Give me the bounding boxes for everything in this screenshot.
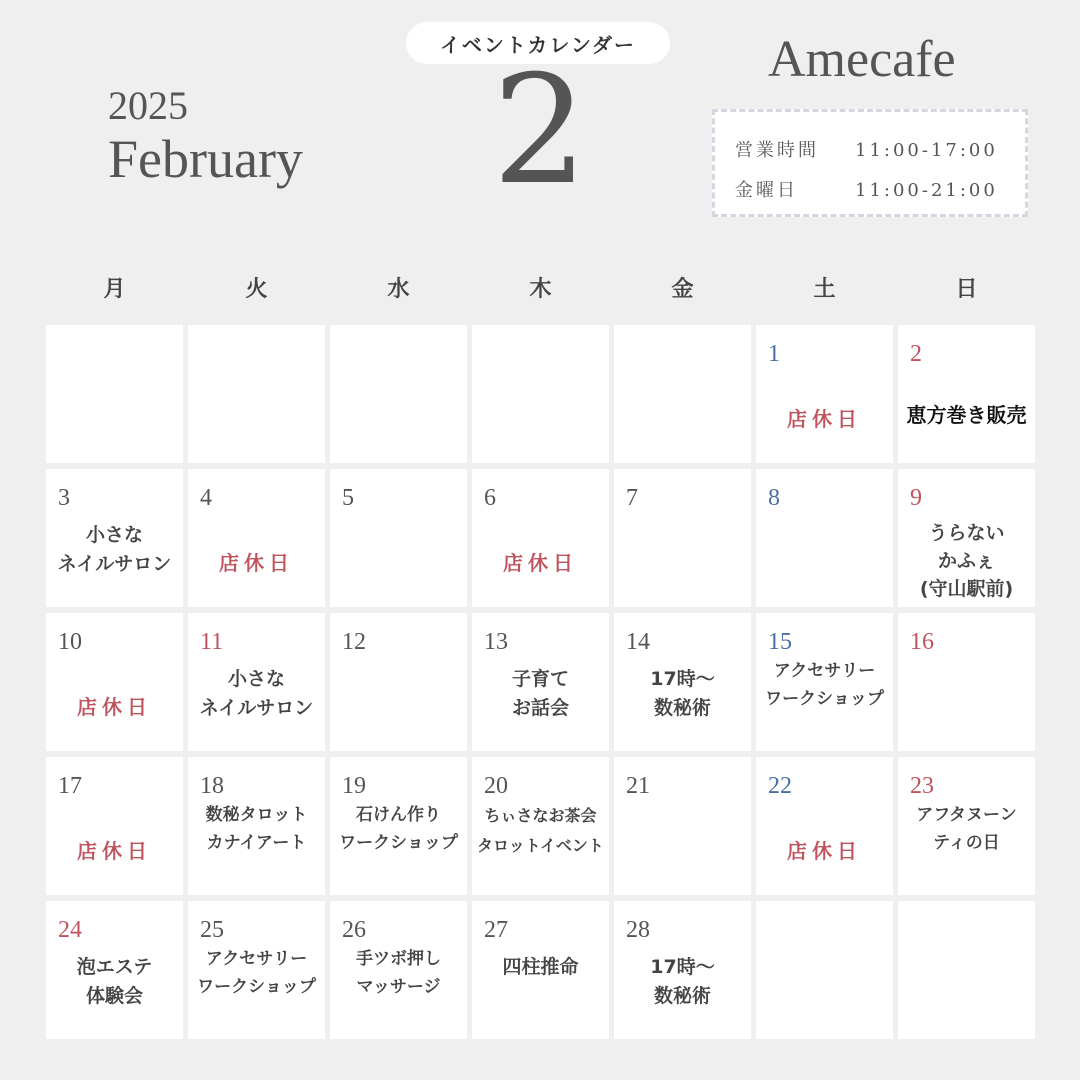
closed-day-label: 店休日	[503, 551, 578, 575]
day-cell	[472, 757, 609, 895]
weekday-label: 金	[671, 277, 694, 302]
closed-day-label: 店休日	[787, 839, 862, 863]
day-number: 4	[200, 485, 212, 511]
day-number: 26	[342, 917, 366, 943]
hours-label: 金曜日	[735, 180, 798, 201]
day-cell	[46, 469, 183, 607]
closed-day-label: 店休日	[77, 839, 152, 863]
day-number: 11	[200, 629, 224, 655]
day-cell	[472, 901, 609, 1039]
day-number: 24	[58, 917, 82, 943]
event-label: ちぃさなお茶会 タロットイベント	[477, 806, 604, 855]
day-number: 9	[910, 485, 922, 511]
event-label: 小さな ネイルサロン	[57, 524, 172, 575]
closed-day-label: 店休日	[77, 695, 152, 719]
event-label: 数秘タロット カナイアート	[205, 805, 308, 853]
day-number: 17	[58, 773, 82, 799]
day-number: 5	[342, 485, 354, 511]
day-number: 13	[484, 629, 508, 655]
event-label: アクセサリー ワークショップ	[765, 661, 884, 709]
month-name: February	[108, 129, 303, 189]
day-number: 25	[200, 917, 224, 943]
day-cell	[472, 613, 609, 751]
day-cell	[614, 901, 751, 1039]
weekday-label: 木	[529, 277, 552, 302]
day-cell	[614, 469, 751, 607]
day-number: 6	[484, 485, 496, 511]
hours-value: 11:00-17:00	[855, 140, 998, 161]
day-cell	[46, 757, 183, 895]
empty-day-cell	[614, 325, 751, 463]
closed-day-label: 店休日	[219, 551, 294, 575]
day-number: 28	[626, 917, 650, 943]
day-cell	[756, 325, 893, 463]
day-number: 12	[342, 629, 366, 655]
hours-label: 営業時間	[735, 140, 819, 161]
empty-day-cell	[898, 901, 1035, 1039]
event-label: 子育て お話会	[511, 668, 569, 719]
day-number: 18	[200, 773, 224, 799]
closed-day-label: 店休日	[787, 407, 862, 431]
day-cell	[188, 901, 325, 1039]
event-label: 四柱推命	[502, 956, 579, 978]
year-label: 2025	[108, 83, 188, 128]
weekday-label: 火	[245, 277, 268, 302]
day-cell	[188, 613, 325, 751]
event-label: 手ツボ押し マッサージ	[356, 949, 441, 997]
day-number: 10	[58, 629, 82, 655]
event-label: アクセサリー ワークショップ	[197, 949, 316, 997]
day-number: 27	[484, 917, 508, 943]
day-number: 20	[484, 773, 508, 799]
event-calendar-badge: イベントカレンダー	[406, 22, 670, 64]
hours-value: 11:00-21:00	[855, 180, 998, 201]
weekday-label: 日	[955, 277, 978, 302]
day-number: 7	[626, 485, 638, 511]
empty-day-cell	[756, 901, 893, 1039]
event-label: うらない かふぇ (守山駅前)	[919, 522, 1014, 600]
event-label: 石けん作り ワークショップ	[339, 805, 458, 853]
empty-day-cell	[188, 325, 325, 463]
day-number: 23	[910, 773, 934, 799]
day-number: 21	[626, 773, 650, 799]
day-cell	[330, 613, 467, 751]
hours-row	[735, 176, 998, 202]
day-number: 16	[910, 629, 934, 655]
day-cell	[330, 469, 467, 607]
day-cell	[756, 757, 893, 895]
day-number: 19	[342, 773, 366, 799]
day-cell	[898, 757, 1035, 895]
day-cell	[898, 325, 1035, 463]
event-label: 小さな ネイルサロン	[199, 668, 314, 719]
day-cell	[614, 757, 751, 895]
day-cell	[330, 901, 467, 1039]
day-cell	[46, 613, 183, 751]
day-number: 3	[58, 485, 70, 511]
day-cell	[46, 901, 183, 1039]
day-cell	[472, 469, 609, 607]
day-cell	[188, 757, 325, 895]
weekday-label: 土	[813, 277, 836, 302]
weekday-label: 月	[103, 277, 126, 302]
day-number: 14	[626, 629, 650, 655]
day-number: 15	[768, 629, 792, 655]
empty-day-cell	[46, 325, 183, 463]
empty-day-cell	[472, 325, 609, 463]
cafe-brand-name: Amecafe	[768, 31, 956, 88]
day-cell	[188, 469, 325, 607]
big-month-number: 2	[492, 44, 588, 218]
empty-day-cell	[330, 325, 467, 463]
event-label: 泡エステ 体験会	[76, 956, 153, 1007]
day-cell	[898, 613, 1035, 751]
business-hours-box	[712, 109, 1028, 217]
day-number: 8	[768, 485, 780, 511]
day-cell	[756, 469, 893, 607]
event-label: 17時〜 数秘術	[650, 668, 715, 719]
day-cell	[756, 613, 893, 751]
day-cell	[330, 757, 467, 895]
day-number: 2	[910, 341, 922, 367]
hours-row	[735, 136, 998, 162]
day-cell	[614, 613, 751, 751]
weekday-label: 水	[387, 277, 410, 302]
event-label: 恵方巻き販売	[906, 403, 1027, 427]
day-number: 1	[768, 341, 780, 367]
event-label: アフタヌーン ティの日	[916, 805, 1017, 853]
day-cell	[898, 469, 1035, 607]
event-label: 17時〜 数秘術	[650, 956, 715, 1007]
day-number: 22	[768, 773, 792, 799]
